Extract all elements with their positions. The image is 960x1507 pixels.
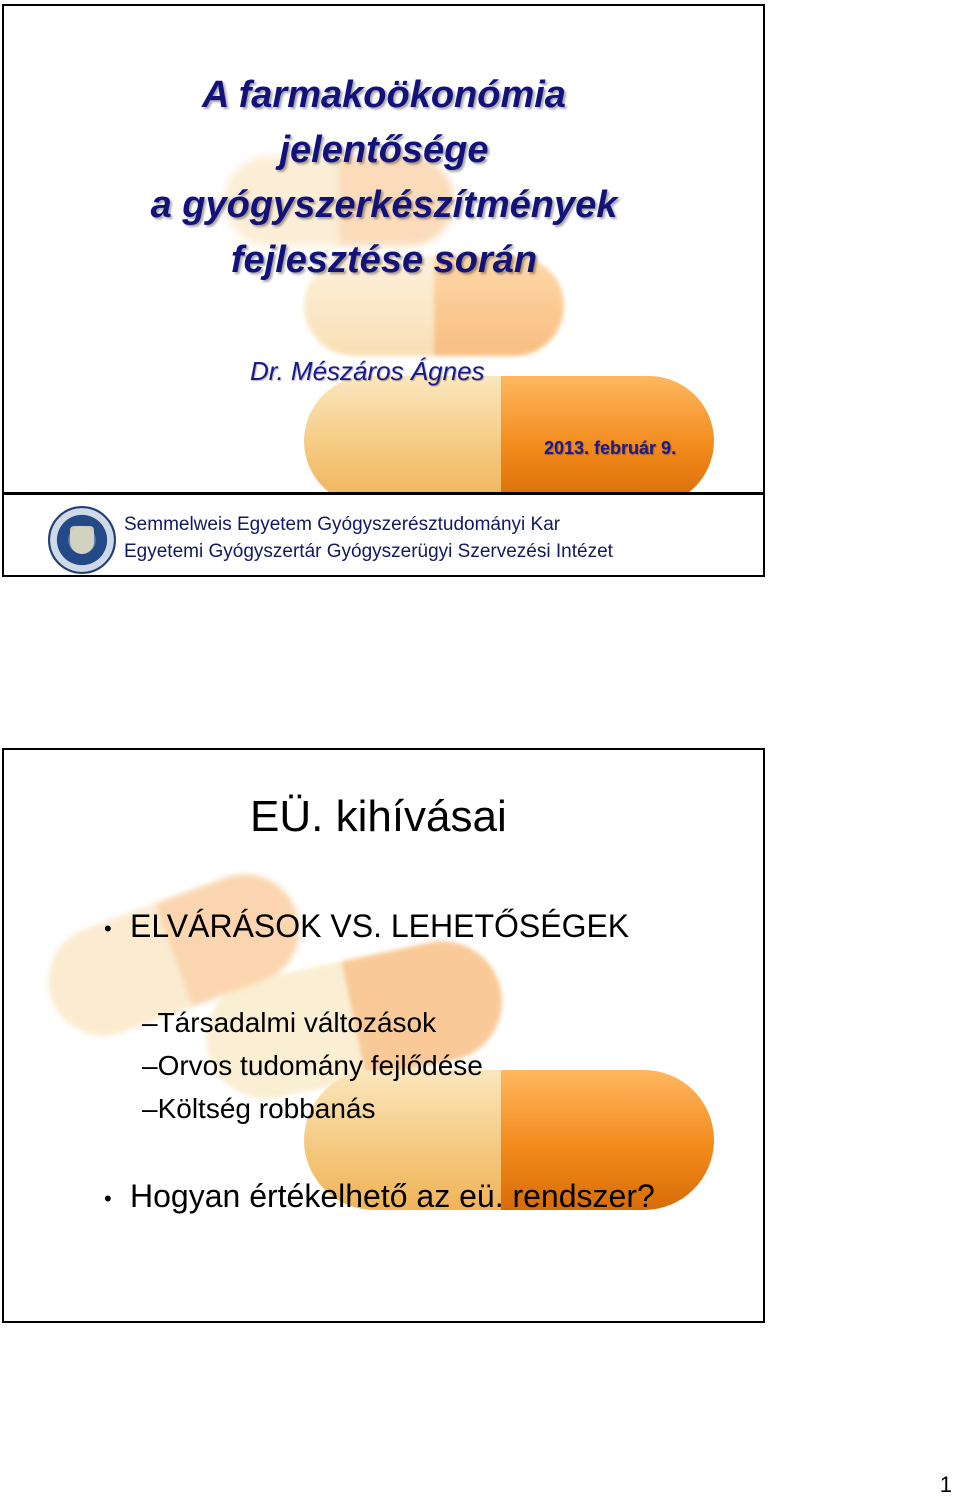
institution-line: Egyetemi Gyógyszertár Gyógyszerügyi Szervezési Intézet	[124, 541, 613, 562]
title-line: jelentősége	[279, 129, 489, 171]
slide-title: EÜ. kihívásai	[250, 792, 507, 841]
sub-text: Orvos tudomány fejlődése	[157, 1050, 483, 1081]
presentation-title	[44, 68, 724, 288]
title-slide	[2, 4, 765, 577]
sub-marker: –	[142, 1007, 158, 1038]
bullet-text: ELVÁRÁSOK VS. LEHETŐSÉGEK	[130, 908, 630, 944]
title-line: A farmakoökonómia	[202, 74, 566, 116]
footer-divider	[4, 492, 763, 495]
sub-marker: –	[142, 1050, 158, 1081]
sub-text: Társadalmi változások	[157, 1007, 437, 1038]
title-line: a gyógyszerkészítmények	[150, 184, 618, 226]
bullet-item	[104, 908, 629, 945]
bullet-text: Hogyan értékelhető az eü. rendszer?	[130, 1178, 655, 1214]
institution-line: Semmelweis Egyetem Gyógyszerésztudományi Kar	[124, 514, 561, 535]
university-seal-icon	[48, 506, 116, 574]
sub-marker: –	[142, 1093, 158, 1124]
bullet-marker: •	[104, 1185, 112, 1211]
page-number: 1	[939, 1472, 952, 1497]
title-line: fejlesztése során	[230, 239, 538, 281]
content-slide	[2, 748, 765, 1323]
bullet-marker: •	[104, 915, 112, 941]
presentation-date: 2013. február 9.	[544, 438, 677, 458]
sub-item	[142, 1007, 436, 1039]
author-name: Dr. Mészáros Ágnes	[250, 356, 485, 386]
sub-item	[142, 1050, 483, 1082]
sub-text: Költség robbanás	[157, 1093, 376, 1124]
bullet-item	[104, 1178, 655, 1215]
sub-item	[142, 1093, 376, 1125]
